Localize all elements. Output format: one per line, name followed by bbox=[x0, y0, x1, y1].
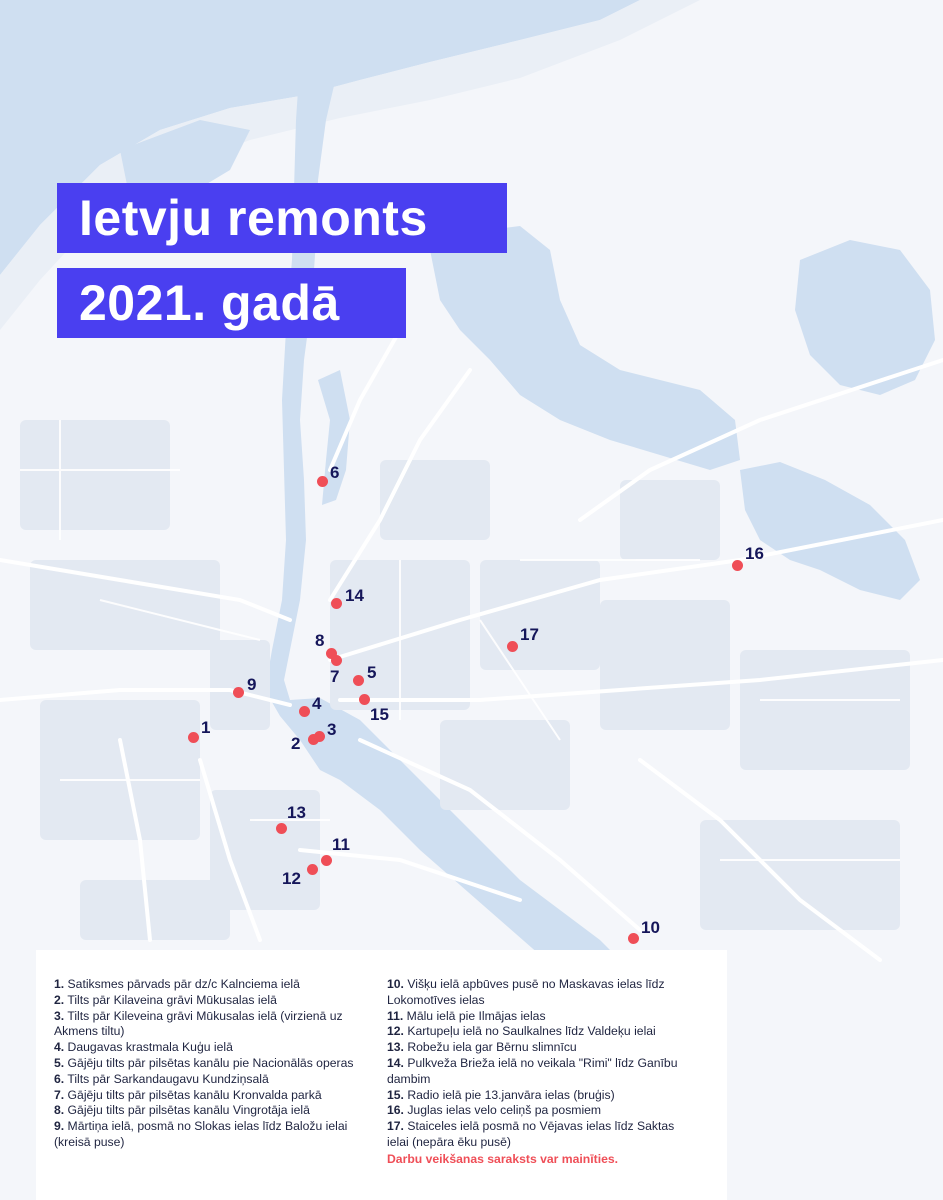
marker-label: 15 bbox=[370, 705, 389, 724]
marker-label: 5 bbox=[367, 663, 377, 682]
marker-dot bbox=[188, 732, 199, 743]
legend-note: Darbu veikšanas saraksts var mainīties. bbox=[387, 1151, 619, 1166]
marker-label: 13 bbox=[287, 803, 306, 822]
legend-item bbox=[387, 1040, 687, 1056]
marker-label: 8 bbox=[315, 631, 325, 650]
legend-item bbox=[54, 1088, 364, 1104]
marker-label: 3 bbox=[327, 720, 337, 739]
marker-dot bbox=[314, 731, 325, 742]
legend-item-text: Gājēju tilts pār pilsētas kanālu Kronvalda parkā bbox=[64, 1087, 322, 1102]
legend-item-text: Staiceles ielā posmā no Vējavas ielas līdz Saktas ielai (nepāra ēku pusē) bbox=[387, 1119, 675, 1149]
marker-label: 10 bbox=[641, 918, 660, 937]
legend-item-number: 16. bbox=[387, 1103, 404, 1118]
legend-item bbox=[387, 1056, 687, 1088]
legend-item-text: Mālu ielā pie Ilmājas ielas bbox=[403, 1008, 546, 1023]
legend-item bbox=[54, 1103, 364, 1119]
marker-label: 9 bbox=[247, 675, 257, 694]
legend-item-number: 1. bbox=[54, 977, 65, 991]
legend-item-text: Daugavas krastmala Kuģu ielā bbox=[64, 1040, 233, 1055]
legend-item-number: 13. bbox=[387, 1040, 404, 1055]
marker-dot bbox=[307, 864, 318, 875]
page-title: Ietvju remonts bbox=[57, 183, 507, 253]
marker-dot bbox=[331, 598, 342, 609]
legend-item-text: Tilts pār Kilaveina grāvi Mūkusalas ielā bbox=[64, 992, 277, 1007]
legend-item bbox=[387, 1024, 687, 1040]
legend-item-number: 11. bbox=[387, 1008, 404, 1023]
legend-item-text: Višķu ielā apbūves pusē no Maskavas ielas līdz Lokomotīves ielas bbox=[387, 977, 665, 1007]
legend-item-text: Radio ielā pie 13.janvāra ielas (bruģis) bbox=[403, 1087, 615, 1102]
legend-item-text: Tilts pār Sarkandaugavu Kundziņsalā bbox=[64, 1071, 269, 1086]
legend-item-number: 6. bbox=[54, 1071, 65, 1086]
legend-column-right bbox=[387, 977, 687, 1180]
marker-dot bbox=[299, 706, 310, 717]
marker-dot bbox=[326, 648, 337, 659]
marker-label: 4 bbox=[312, 694, 322, 713]
marker-dot bbox=[353, 675, 364, 686]
legend-item-text: Pulkveža Brieža ielā no veikala "Rimi" līdz Ganību dambim bbox=[387, 1055, 678, 1086]
legend-item bbox=[387, 977, 687, 1009]
marker-label: 12 bbox=[282, 869, 301, 888]
legend-item-text: Kartupeļu ielā no Saulkalnes līdz Valdeķu ielai bbox=[403, 1024, 656, 1039]
legend-item bbox=[54, 1009, 364, 1041]
legend-item-text: Satiksmes pārvads pār dz/c Kalnciema ielā bbox=[64, 977, 300, 991]
legend-column-left bbox=[54, 977, 364, 1151]
marker-dot bbox=[233, 687, 244, 698]
legend-item bbox=[387, 1009, 687, 1025]
legend-item bbox=[54, 1056, 364, 1072]
legend-item bbox=[387, 1088, 687, 1104]
legend-item bbox=[54, 993, 364, 1009]
marker-label: 11 bbox=[332, 835, 350, 854]
marker-dot bbox=[317, 476, 328, 487]
marker-dot bbox=[321, 855, 332, 866]
legend-item-number: 14. bbox=[387, 1055, 404, 1070]
legend-item bbox=[54, 1040, 364, 1056]
marker-label: 6 bbox=[330, 463, 340, 482]
legend-item-number: 4. bbox=[54, 1040, 65, 1055]
legend-item-number: 2. bbox=[54, 992, 65, 1007]
legend-item-text: Mārtiņa ielā, posmā no Slokas ielas līdz Baložu ielai (kreisā puse) bbox=[54, 1119, 348, 1149]
marker-dot bbox=[276, 823, 287, 834]
legend-item-text: Juglas ielas velo celiņš pa posmiem bbox=[403, 1103, 602, 1118]
legend-item bbox=[387, 1103, 687, 1119]
legend-item-number: 12. bbox=[387, 1024, 404, 1039]
legend-item-number: 10. bbox=[387, 977, 404, 991]
legend-item-text: Robežu iela gar Bērnu slimnīcu bbox=[403, 1040, 577, 1055]
marker-dot bbox=[507, 641, 518, 652]
legend-item-text: Gājēju tilts pār pilsētas kanālu pie Nacionālās operas bbox=[64, 1055, 354, 1070]
legend-panel bbox=[36, 950, 727, 1200]
legend-item-number: 5. bbox=[54, 1055, 65, 1070]
marker-dot bbox=[628, 933, 639, 944]
legend-item bbox=[54, 1072, 364, 1088]
legend-item-text: Gājēju tilts pār pilsētas kanālu Vingrotāja ielā bbox=[64, 1103, 310, 1118]
legend-item bbox=[54, 1119, 364, 1151]
marker-label: 17 bbox=[520, 625, 539, 644]
legend-item-number: 15. bbox=[387, 1087, 404, 1102]
legend-item bbox=[387, 1119, 687, 1151]
marker-label: 16 bbox=[745, 544, 764, 563]
page-title-year: 2021. gadā bbox=[57, 268, 406, 338]
marker-label: 1 bbox=[201, 718, 211, 737]
marker-label: 14 bbox=[345, 586, 364, 605]
legend-item-number: 8. bbox=[54, 1103, 65, 1118]
legend-item-number: 7. bbox=[54, 1087, 65, 1102]
marker-label: 7 bbox=[330, 667, 340, 686]
legend-item-number: 3. bbox=[54, 1008, 65, 1023]
marker-label: 2 bbox=[291, 734, 301, 753]
legend-item-number: 9. bbox=[54, 1119, 65, 1134]
marker-dot bbox=[732, 560, 743, 571]
marker-dot bbox=[359, 694, 370, 705]
legend-item-text: Tilts pār Kileveina grāvi Mūkusalas ielā (virzienā uz Akmens tiltu) bbox=[54, 1008, 343, 1039]
legend-item bbox=[54, 977, 364, 993]
legend-item-number: 17. bbox=[387, 1119, 404, 1134]
